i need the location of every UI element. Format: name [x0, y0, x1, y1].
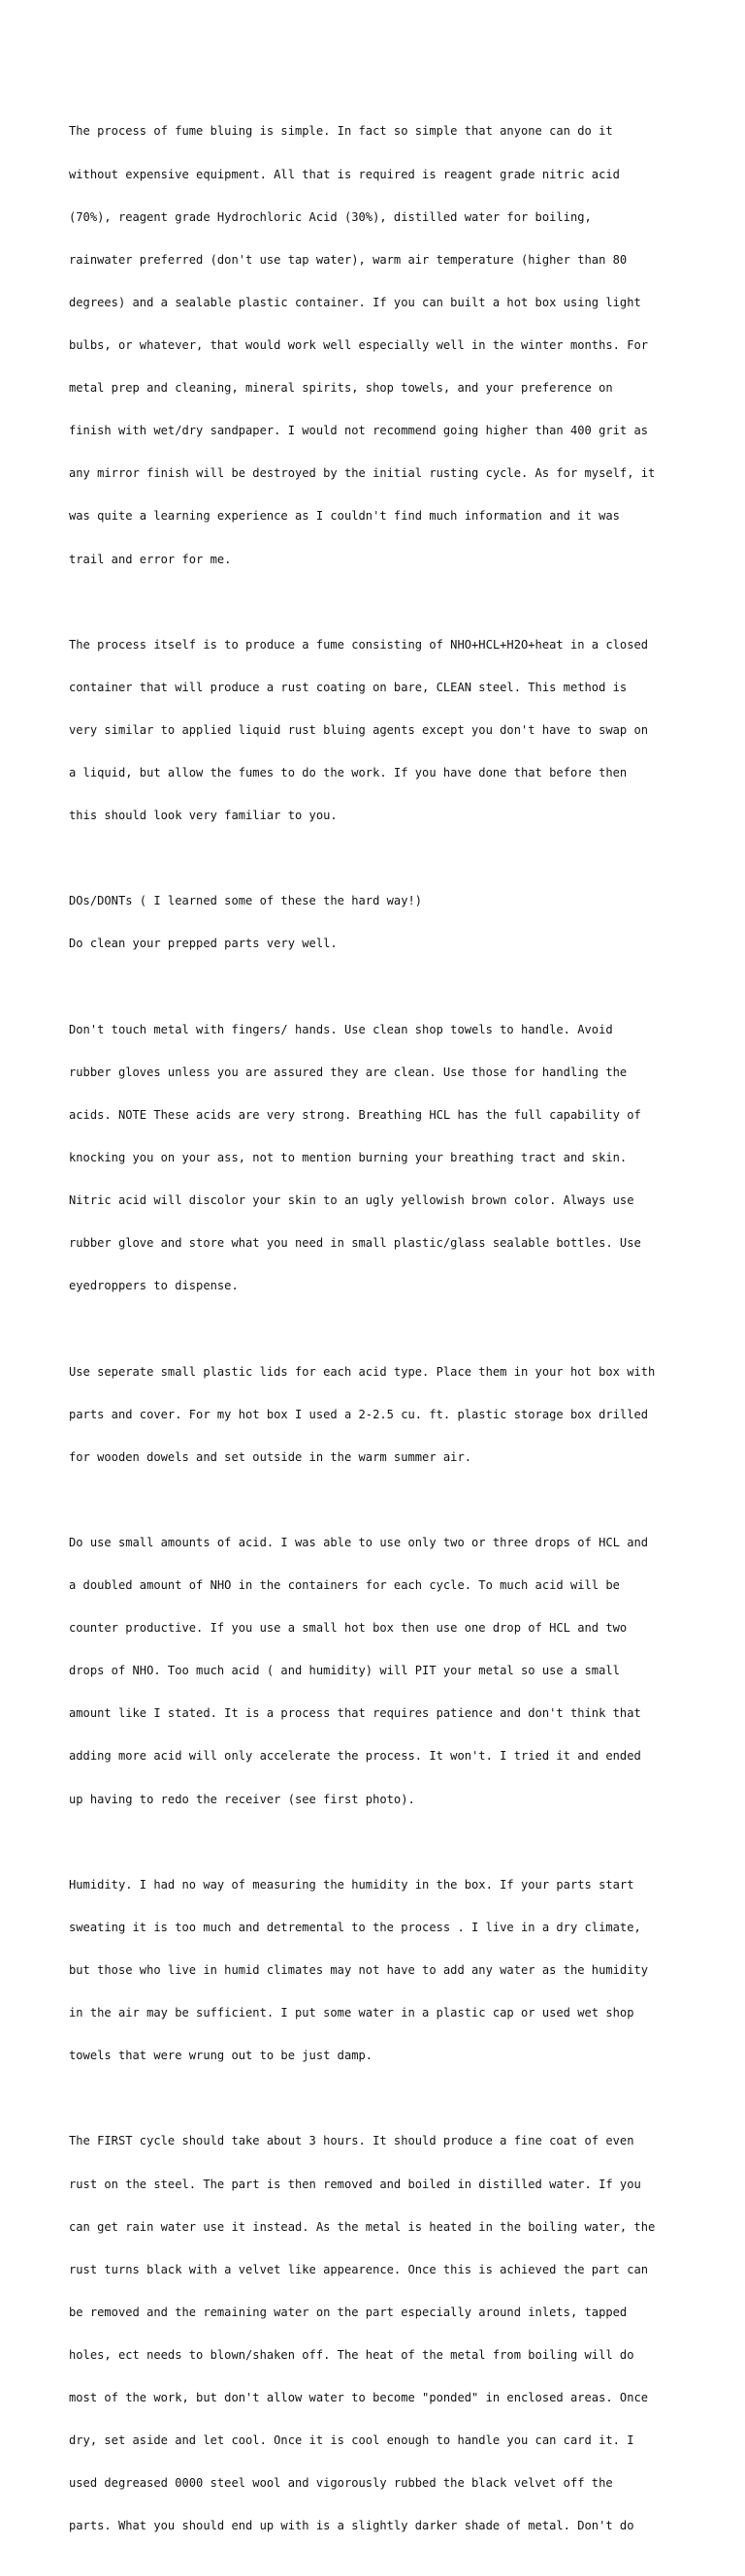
text-line: knocking you on your ass, not to mention burning your breathing tract and skin. — [69, 1150, 628, 1164]
text-line: be removed and the remaining water on the part especially around inlets, tapped — [69, 2305, 628, 2319]
text-line: a liquid, but allow the fumes to do the work. If you have done that before then — [69, 766, 628, 780]
text-line: adding more acid will only accelerate the process. It won't. I tried it and ended — [69, 1749, 641, 1764]
text-line: drops of NHO. Too much acid ( and humidity) will PIT your metal so use a small — [69, 1664, 620, 1678]
text-line: Do use small amounts of acid. I was able to use only two or three drops of HCL and — [69, 1535, 649, 1549]
document-page — [69, 96, 690, 2576]
text-line: acids. NOTE These acids are very strong. Breathing HCL has the full capability of — [69, 1107, 641, 1122]
text-line: Nitric acid will discolor your skin to an ugly yellowish brown color. Always use — [69, 1193, 634, 1208]
text-line: amount like I stated. It is a process that requires patience and don't think that — [69, 1706, 641, 1721]
paragraph-humidity — [69, 1849, 690, 2091]
text-line: was quite a learning experience as I couldn't find much information and it was — [69, 509, 620, 524]
paragraph-dos-donts — [69, 866, 690, 980]
text-line: towels that were wrung out to be just damp. — [69, 2049, 373, 2063]
text-line: most of the work, but don't allow water to become "ponded" in enclosed areas. Once — [69, 2391, 649, 2405]
text-line: rubber gloves unless you are assured they are clean. Use those for handling the — [69, 1065, 628, 1079]
paragraph-process — [69, 609, 690, 851]
text-line: eyedroppers to dispense. — [69, 1279, 239, 1293]
text-line: can get rain water use it instead. As the metal is heated in the boiling water, the — [69, 2219, 656, 2234]
text-line: Use seperate small plastic lids for each acid type. Place them in your hot box with — [69, 1364, 656, 1379]
text-line: up having to redo the receiver (see first photo). — [69, 1792, 415, 1806]
text-line: The process itself is to produce a fume consisting of NHO+HCL+H2O+heat in a closed — [69, 637, 649, 652]
text-line: rainwater preferred (don't use tap water), warm air temperature (higher than 80 — [69, 252, 628, 267]
text-line: for wooden dowels and set outside in the warm summer air. — [69, 1449, 472, 1464]
text-line: (70%), reagent grade Hydrochloric Acid (30%), distilled water for boiling, — [69, 209, 592, 224]
text-line: The FIRST cycle should take about 3 hours. It should produce a fine coat of even — [69, 2134, 634, 2148]
text-line: parts. What you should end up with is a slightly darker shade of metal. Don't do — [69, 2519, 634, 2533]
text-line: a doubled amount of NHO in the containers for each cycle. To much acid will be — [69, 1578, 620, 1593]
text-line: without expensive equipment. All that is required is reagent grade nitric acid — [69, 167, 620, 181]
text-line: rust on the steel. The part is then removed and boiled in distilled water. If you — [69, 2177, 641, 2191]
text-line: rubber glove and store what you need in small plastic/glass sealable bottles. Use — [69, 1236, 641, 1251]
text-line: used degreased 0000 steel wool and vigorously rubbed the black velvet off the — [69, 2476, 613, 2491]
paragraph-lids — [69, 1336, 690, 1493]
text-line: container that will produce a rust coating on bare, CLEAN steel. This method is — [69, 680, 628, 694]
text-line: trail and error for me. — [69, 552, 232, 566]
paragraph-first-cycle — [69, 2106, 690, 2562]
text-line: finish with wet/dry sandpaper. I would not recommend going higher than 400 grit as — [69, 424, 649, 438]
text-line: The process of fume bluing is simple. In fact so simple that anyone can do it — [69, 124, 613, 139]
paragraph-handling — [69, 994, 690, 1321]
text-line: Do clean your prepped parts very well. — [69, 937, 338, 951]
paragraph-acid-amounts — [69, 1508, 690, 1835]
text-line: parts and cover. For my hot box I used a 2-2.5 cu. ft. plastic storage box drilled — [69, 1407, 649, 1421]
text-line: in the air may be sufficient. I put some water in a plastic cap or used wet shop — [69, 2006, 634, 2020]
text-line: very similar to applied liquid rust bluing agents except you don't have to swap on — [69, 722, 649, 737]
text-line: dry, set aside and let cool. Once it is cool enough to handle you can card it. I — [69, 2433, 634, 2448]
text-line: Humidity. I had no way of measuring the humidity in the box. If your parts start — [69, 1877, 634, 1892]
text-line: this should look very familiar to you. — [69, 809, 338, 823]
paragraph-intro — [69, 96, 690, 595]
text-line: rust turns black with a velvet like appearence. Once this is achieved the part can — [69, 2262, 649, 2276]
text-line: holes, ect needs to blown/shaken off. The heat of the metal from boiling will do — [69, 2347, 634, 2362]
text-line: any mirror finish will be destroyed by the initial rusting cycle. As for myself, it — [69, 466, 656, 481]
text-line: DOs/DONTs ( I learned some of these the hard way!) — [69, 894, 423, 908]
text-line: Don't touch metal with fingers/ hands. Use clean shop towels to handle. Avoid — [69, 1022, 613, 1036]
text-line: metal prep and cleaning, mineral spirits, shop towels, and your preference on — [69, 381, 613, 396]
text-line: degrees) and a sealable plastic container. If you can built a hot box using light — [69, 295, 641, 309]
text-line: bulbs, or whatever, that would work well especially well in the winter months. For — [69, 337, 649, 352]
text-line: counter productive. If you use a small hot box then use one drop of HCL and two — [69, 1621, 628, 1636]
text-line: but those who live in humid climates may not have to add any water as the humidity — [69, 1963, 649, 1978]
text-line: sweating it is too much and detremental to the process . I live in a dry climate, — [69, 1920, 641, 1934]
